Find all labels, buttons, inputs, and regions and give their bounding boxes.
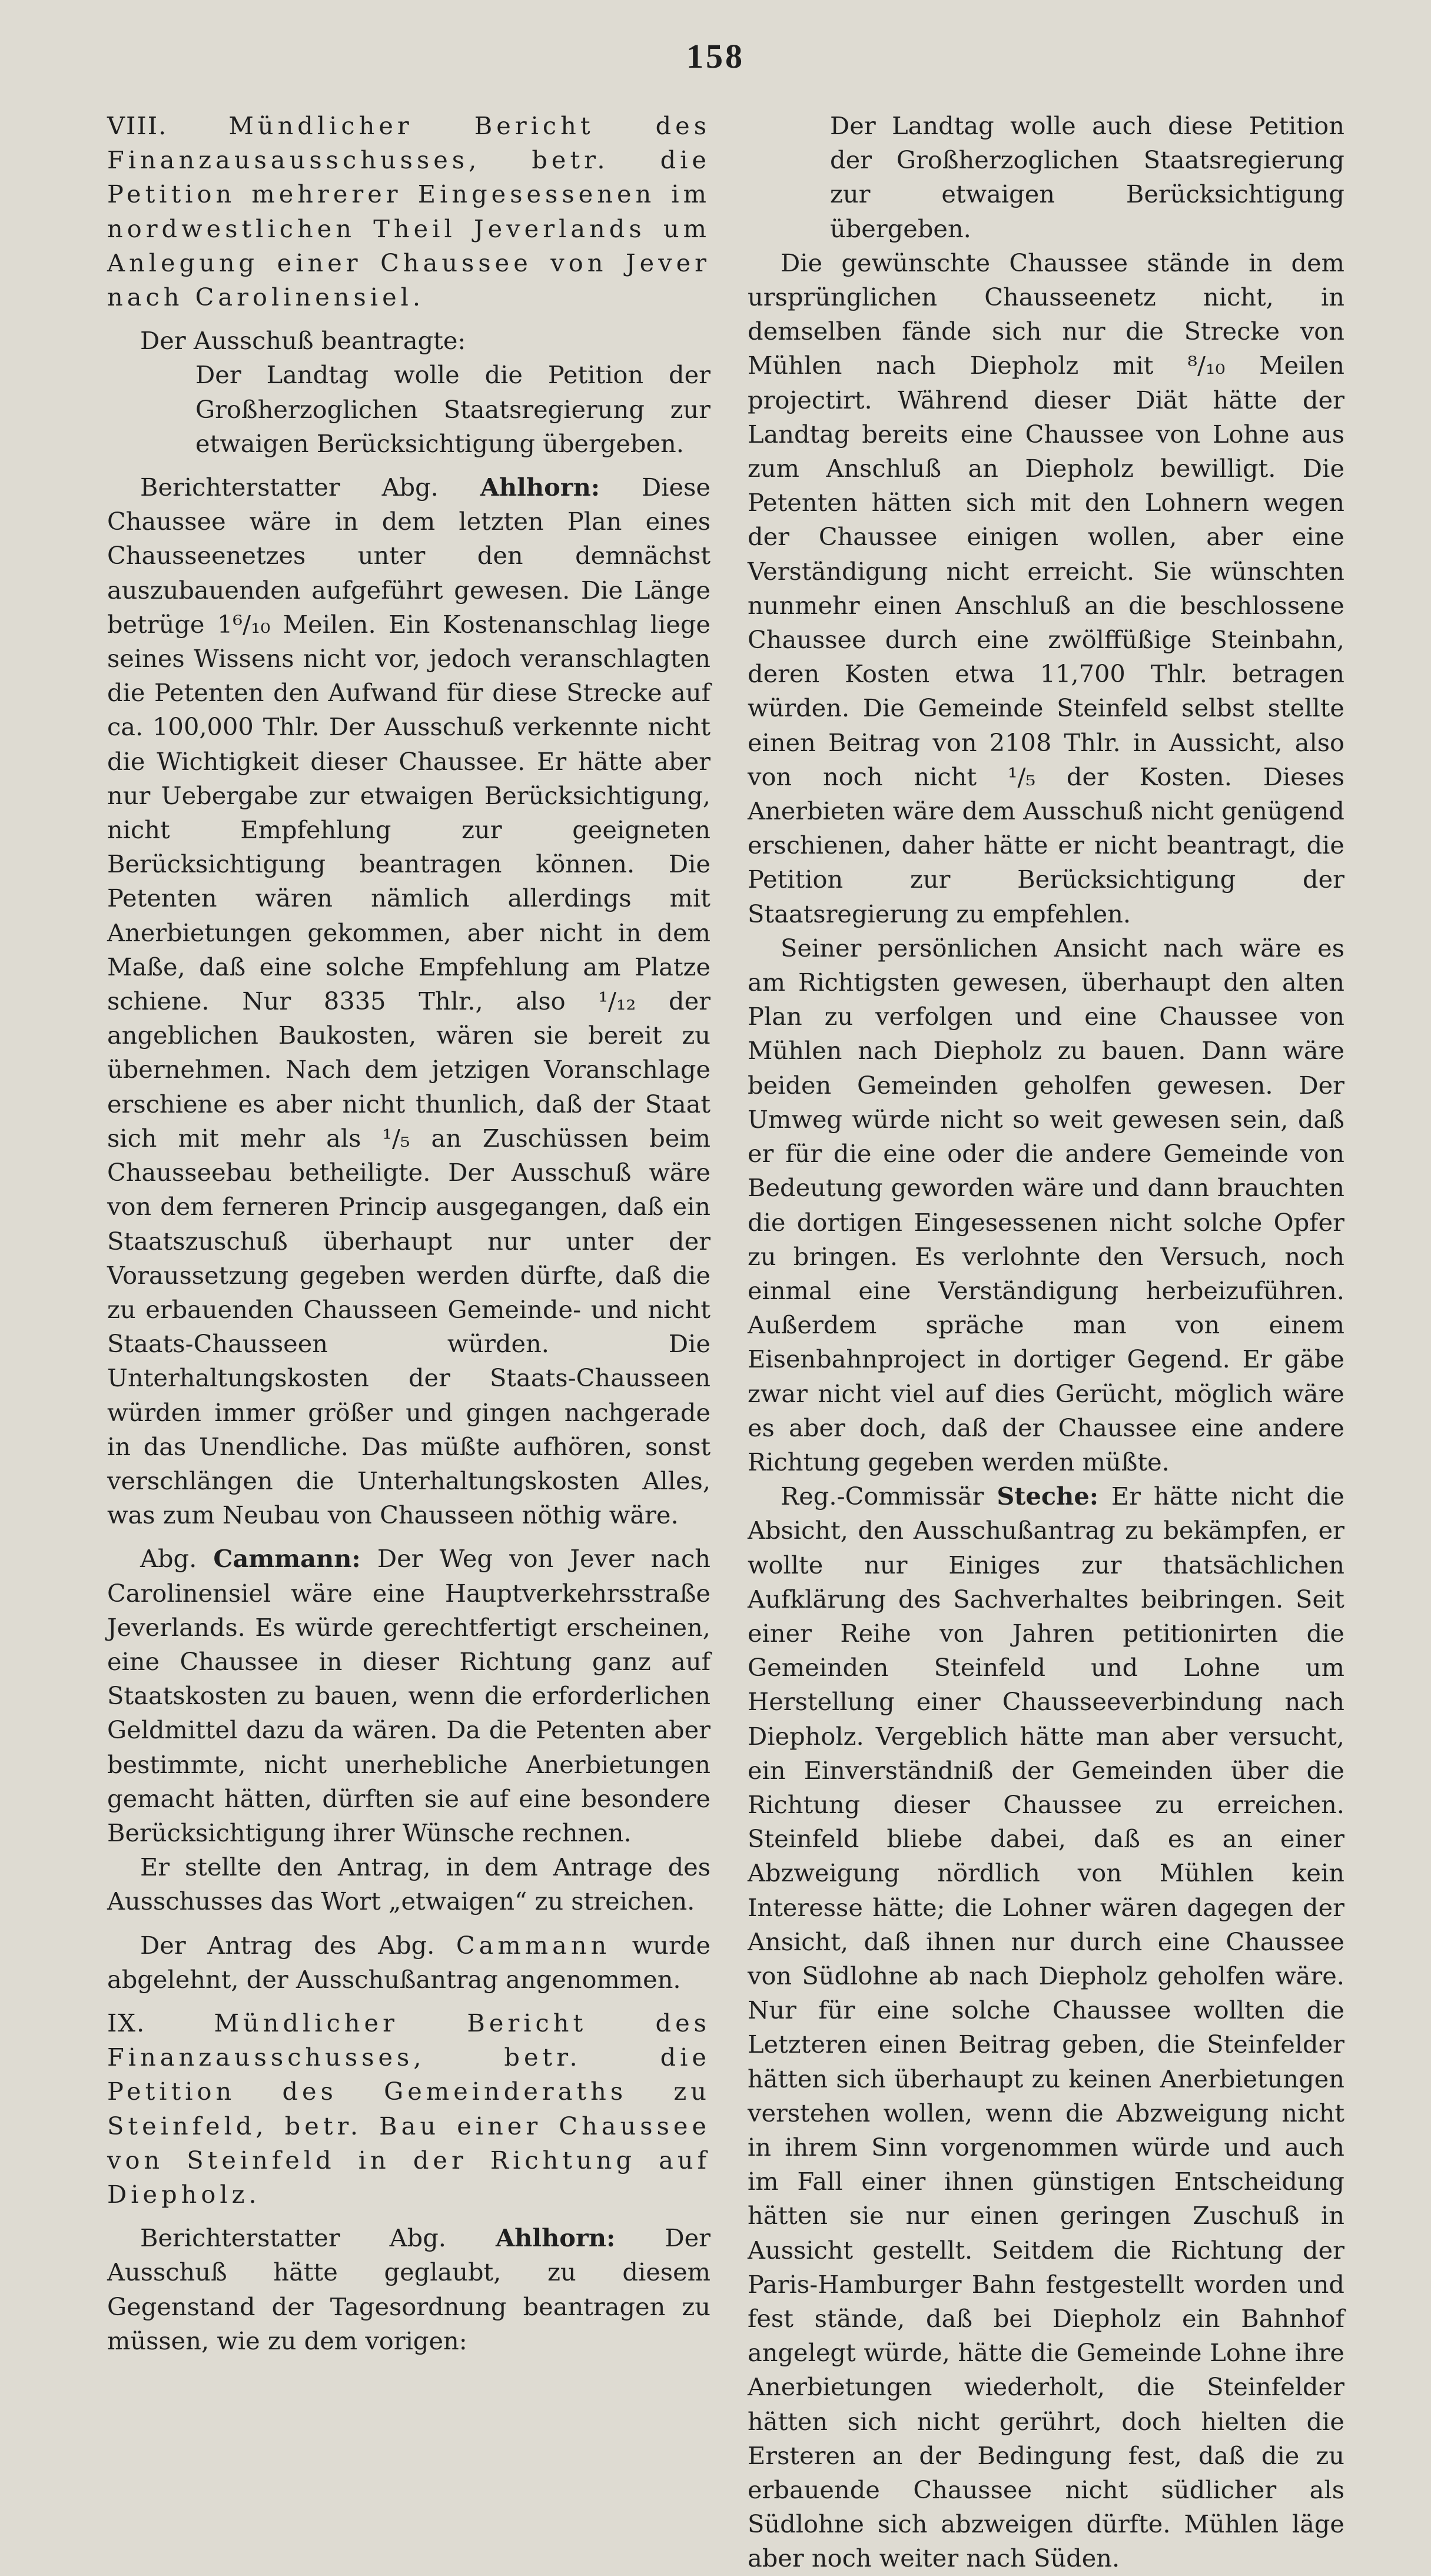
- section-ix-heading: [107, 2006, 710, 2212]
- statement-text: Der Weg von Jever nach Carolinensiel wäre eine Hauptverkehrsstraße Jeverlands. Es würde gerechtfertigt erscheinen, eine Chaussee in dieser Richtung ganz auf Staatskosten zu bauen, wenn die erforderlichen Geldmittel dazu da wären. Da die Petenten aber bestimmte, nicht unerhebliche Anerbietungen gemacht hätten, dürften sie auf eine besondere Berücksichtigung ihrer Wünsche rechnen.: [107, 1544, 710, 1847]
- statement-text: Er hätte nicht die Absicht, den Ausschußantrag zu bekämpfen, er wollte nur Einiges zur thatsächlichen Aufklärung des Sachverhaltes beibringen. Seit einer Reihe von Jahren petitionirten die Gemeinden Steinfeld und Lohne um Herstellung einer Chausseeverbindung nach Diepholz. Vergeblich hätte man aber versucht, ein Einverständniß der Gemeinden über die Richtung dieser Chaussee zu erreichen. Steinfeld bliebe dabei, daß es an einer Abzweigung nördlich von Mühlen kein Interesse hätte; die Lohner wären dagegen der Ansicht, daß ihnen nur durch eine Chaussee von Südlohne ab nach Diepholz geholfen wäre. Nur für eine solche Chaussee wollten die Letzteren einen Beitrag geben, die Steinfelder hätten sich überhaupt zu keinen Anerbietungen verstehen wollen, wenn die Abzweigung nicht in ihrem Sinn vorgenommen würde und auch im Fall einer ihnen günstigen Entscheidung hätten sie nur einen geringen Zuschuß in Aussicht gestellt. Seitdem die Richtung der Paris-Hamburger Bahn festgestellt worden und fest stände, daß bei Diepholz ein Bahnhof angelegt würde, hätte die Gemeinde Lohne ihre Anerbietungen wiederholt, die Steinfelder hätten sich nicht gerührt, doch hielten die Ersteren an der Bedingung fest, daß die zu erbauende Chaussee nicht südlicher als Südlohne sich abzweigen dürfte. Mühlen läge aber noch weiter nach Süden.: [748, 1482, 1344, 2573]
- vote-name: Cammann: [456, 1930, 611, 1960]
- section-viii-title: Mündlicher Bericht des Finanzausausschusses, betr. die Petition mehrerer Eingesessenen im nordwestlichen Theil Jeverlands um Anlegung einer Chaussee von Jever nach Carolinensiel.: [107, 111, 710, 312]
- cammann-motion: Er stellte den Antrag, in dem Antrage des Ausschusses das Wort „etwaigen“ zu streichen.: [107, 1853, 710, 1916]
- speaker-name: Ahlhorn:: [480, 473, 600, 502]
- cammann-statement: [107, 1542, 710, 1850]
- section-viii-number: VIII.: [107, 111, 168, 140]
- paragraph-personal-view: Seiner persönlichen Ansicht nach wäre es am Richtigsten gewesen, überhaupt den alten Plan zu verfolgen und eine Chaussee von Mühlen nach Diepholz zu bauen. Dann wäre beiden Gemeinden geholfen gewesen. Der Umweg würde nicht so weit gewesen sein, daß er für die eine oder die andere Gemeinde von Bedeutung geworden wäre und dann brauchten die dortigen Eingesessenen nicht solche Opfer zu bringen. Es verlohnte den Versuch, noch einmal eine Verständigung herbeizuführen. Außerdem spräche man von einem Eisenbahnproject in dortiger Gegend. Er gäbe zwar nicht viel auf dies Gerücht, möglich wäre es aber doch, daß der Chaussee eine andere Richtung gegeben werden müßte.: [748, 933, 1344, 1476]
- speaker-prefix: Reg.-Commissär: [781, 1482, 984, 1511]
- section-ix-title: Mündlicher Bericht des Finanzausschusses, betr. die Petition des Gemeinderaths zu Steinfeld, betr. Bau einer Chaussee von Steinfeld in der Richtung auf Diepholz.: [107, 2008, 710, 2209]
- right-column: [748, 109, 1344, 2576]
- commissioner-statement: [748, 1479, 1344, 2576]
- committee-intro: Der Ausschuß beantragte:: [140, 326, 466, 356]
- committee-motion-2: Der Landtag wolle auch diese Petition der Großherzoglichen Staatsregierung zur etwaigen Berücksichtigung übergeben.: [830, 111, 1344, 243]
- speaker-prefix: Abg.: [140, 1544, 197, 1574]
- vote-result: [107, 1928, 710, 1997]
- statement-text: Der Ausschuß hätte geglaubt, zu diesem Gegenstand der Tagesordnung beantragen zu müssen, wie zu dem vorigen:: [107, 2223, 710, 2355]
- section-viii-heading: [107, 109, 710, 314]
- speaker-prefix: Berichterstatter Abg.: [140, 2223, 446, 2253]
- committee-motion: Der Landtag wolle die Petition der Großherzoglichen Staatsregierung zur etwaigen Berücksichtigung übergeben.: [195, 360, 710, 458]
- statement-text: Diese Chaussee wäre in dem letzten Plan eines Chausseenetzes unter den demnächst auszubauenden aufgeführt gewesen. Die Länge betrüge 1⁶/₁₀ Meilen. Ein Kostenanschlag liege seines Wissens nicht vor, jedoch veranschlagten die Petenten den Aufwand für diese Strecke auf ca. 100,000 Thlr. Der Ausschuß verkennte nicht die Wichtigkeit dieser Chaussee. Er hätte aber nur Uebergabe zur etwaigen Berücksichtigung, nicht Empfehlung zur geeigneten Berücksichtigung beantragen können. Die Petenten wären nämlich allerdings mit Anerbietungen gekommen, aber nicht in dem Maße, daß eine solche Empfehlung am Platze schiene. Nur 8335 Thlr., also ¹/₁₂ der angeblichen Baukosten, wären sie bereit zu übernehmen. Nach dem jetzigen Voranschlage erschiene es aber nicht thunlich, daß der Staat sich mit mehr als ¹/₅ an Zuschüssen beim Chausseebau betheiligte. Der Ausschuß wäre von dem ferneren Princip ausgegangen, daß ein Staatszuschuß überhaupt nur unter der Voraussetzung gegeben werden dürfte, daß die zu erbauenden Chausseen Gemeinde- und nicht Staats-Chausseen würden. Die Unterhaltungskosten der Staats-Chausseen würden immer größer und gingen nachgerade in das Unendliche. Das müßte aufhören, sonst verschlängen die Unterhaltungskosten Alles, was zum Neubau von Chausseen nöthig wäre.: [107, 473, 710, 1530]
- speaker-name: Steche:: [997, 1482, 1099, 1511]
- page-number: 158: [686, 37, 745, 75]
- section-ix-number: IX.: [107, 2008, 146, 2037]
- reporter-ahlhorn-statement-2: [107, 2221, 710, 2358]
- reporter-ahlhorn-statement: [107, 470, 710, 1532]
- vote-text-b: wurde abgelehnt, der Ausschußantrag angenommen.: [107, 1930, 710, 1994]
- paragraph-chausseenetz: Die gewünschte Chaussee stände in dem ursprünglichen Chausseenetz nicht, in demselben fände sich nur die Strecke von Mühlen nach Diepholz mit ⁸/₁₀ Meilen projectirt. Während dieser Diät hätte der Landtag bereits eine Chaussee von Lohne aus zum Anschluß an Diepholz bewilligt. Die Petenten hätten sich mit den Lohnern wegen der Chaussee einigen wollen, aber eine Verständigung nicht erreicht. Sie wünschten nunmehr einen Anschluß an die beschlossene Chaussee durch eine zwölffüßige Steinbahn, deren Kosten etwa 11,700 Thlr. betragen würden. Die Gemeinde Steinfeld selbst stellte einen Beitrag von 2108 Thlr. in Aussicht, also von noch nicht ¹/₅ der Kosten. Dieses Anerbieten wäre dem Ausschuß nicht genügend erschienen, daher hätte er nicht beantragt, die Petition zur Berücksichtigung der Staatsregierung zu empfehlen.: [748, 248, 1344, 928]
- speaker-name: Ahlhorn:: [495, 2223, 616, 2253]
- speaker-name: Cammann:: [213, 1544, 361, 1574]
- left-column: [107, 109, 710, 2358]
- vote-text-a: Der Antrag des Abg.: [140, 1930, 435, 1960]
- speaker-prefix: Berichterstatter Abg.: [140, 473, 439, 502]
